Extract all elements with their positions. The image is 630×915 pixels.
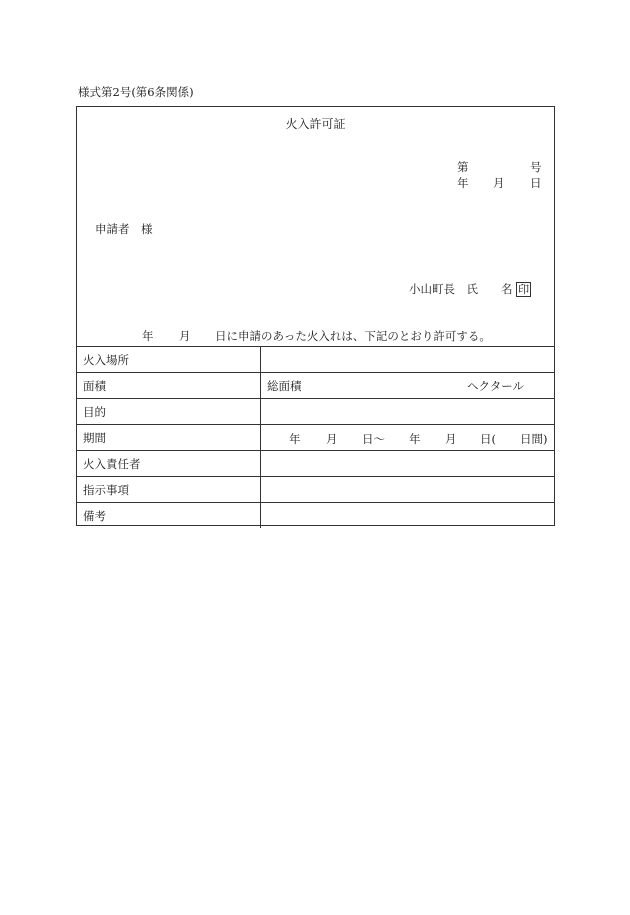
period-end-day: 日( <box>480 432 496 446</box>
document-title: 火入許可証 <box>285 117 346 131</box>
responsible-value <box>261 451 555 477</box>
period-label: 期間 <box>77 425 261 451</box>
issue-month: 月 <box>493 176 505 190</box>
period-days: 日間) <box>520 432 548 446</box>
remarks-value <box>261 503 555 529</box>
period-start-year: 年 <box>289 432 301 446</box>
purpose-value <box>261 399 555 425</box>
place-value <box>261 347 555 373</box>
period-end-year: 年 <box>409 432 421 446</box>
period-start-month: 月 <box>326 432 338 446</box>
period-end-month: 月 <box>445 432 457 446</box>
responsible-label: 火入責任者 <box>77 451 261 477</box>
area-value <box>261 373 555 399</box>
statement-text: 日に申請のあった火入れは、下記のとおり許可する。 <box>215 329 491 343</box>
issue-year: 年 <box>457 176 469 190</box>
issue-day: 日 <box>530 176 542 190</box>
number-prefix: 第 <box>457 160 469 174</box>
applicant-line: 申請者 様 <box>95 222 153 236</box>
period-value <box>261 425 555 451</box>
instructions-label: 指示事項 <box>77 477 261 503</box>
table-row <box>77 425 554 451</box>
statement-year: 年 <box>142 329 154 343</box>
permit-details-table <box>77 346 554 528</box>
table-row <box>77 451 554 477</box>
number-suffix: 号 <box>530 160 542 174</box>
table-row <box>77 373 554 399</box>
hectare-unit: ヘクタール <box>466 378 524 393</box>
period-start-day: 日〜 <box>362 432 385 446</box>
place-label: 火入場所 <box>77 347 261 373</box>
table-row <box>77 347 554 373</box>
purpose-label: 目的 <box>77 399 261 425</box>
total-area-label: 総面積 <box>267 378 302 393</box>
area-label: 面積 <box>77 373 261 399</box>
statement-month: 月 <box>179 329 191 343</box>
table-row <box>77 399 554 425</box>
issuer-name: 小山町長 氏 名 <box>409 282 513 296</box>
table-row <box>77 503 554 529</box>
table-row <box>77 477 554 503</box>
seal-mark: 印 <box>518 283 530 296</box>
issuer-line <box>409 281 531 297</box>
form-number-label: 様式第2号(第6条関係) <box>78 85 194 99</box>
permit-form <box>76 106 555 526</box>
remarks-label: 備考 <box>77 503 261 529</box>
instructions-value <box>261 477 555 503</box>
